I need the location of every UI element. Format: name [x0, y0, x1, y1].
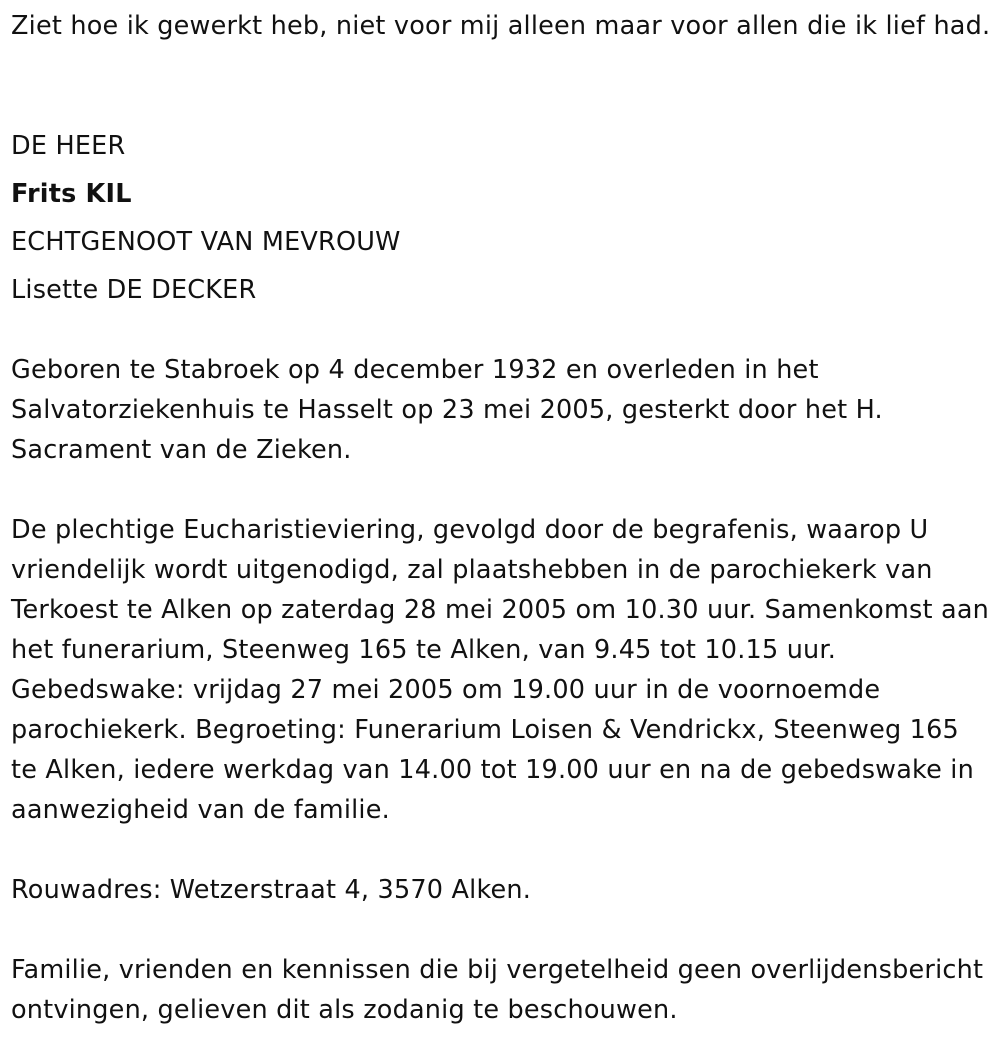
spouse-name: Lisette DE DECKER — [11, 275, 257, 305]
spouse-title: ECHTGENOOT VAN MEVROUW — [11, 227, 401, 257]
deceased-name: Frits KIL — [11, 179, 132, 209]
birth-death-paragraph: Geboren te Stabroek op 4 december 1932 en overleden in het Salvatorziekenhuis te Hasselt op 23 mei 2005, gesterkt door het H. Sacrament van de Zieken. — [11, 355, 883, 465]
deceased-block — [11, 122, 401, 314]
intro-quote: Ziet hoe ik gewerkt heb, niet voor mij alleen maar voor allen die ik lief had. — [11, 11, 991, 41]
mourning-address: Rouwadres: Wetzerstraat 4, 3570 Alken. — [11, 875, 532, 905]
salutation: DE HEER — [11, 131, 126, 161]
closing-paragraph: Familie, vrienden en kennissen die bij vergetelheid geen overlijdensbericht ontvingen, gelieven dit als zodanig te beschouwen. — [11, 955, 984, 1025]
ceremony-paragraph: De plechtige Eucharistieviering, gevolgd door de begrafenis, waarop U vriendelijk wordt uitgenodigd, zal plaatshebben in de parochiekerk van Terkoest te Alken op zaterdag 28 mei 2005 om 10.30 uur. Samenkomst aan het funerarium, Steenweg 165 te Alken, van 9.45 tot 10.15 uur. Gebedswake: vrijdag 27 mei 2005 om 19.00 uur in de voornoemde parochiekerk. Begroeting: Funerarium Loisen & Vendrickx, Steenweg 165 te Alken, iedere werkdag van 14.00 tot 19.00 uur en na de gebedswake in aanwezigheid van de familie. — [11, 515, 990, 825]
